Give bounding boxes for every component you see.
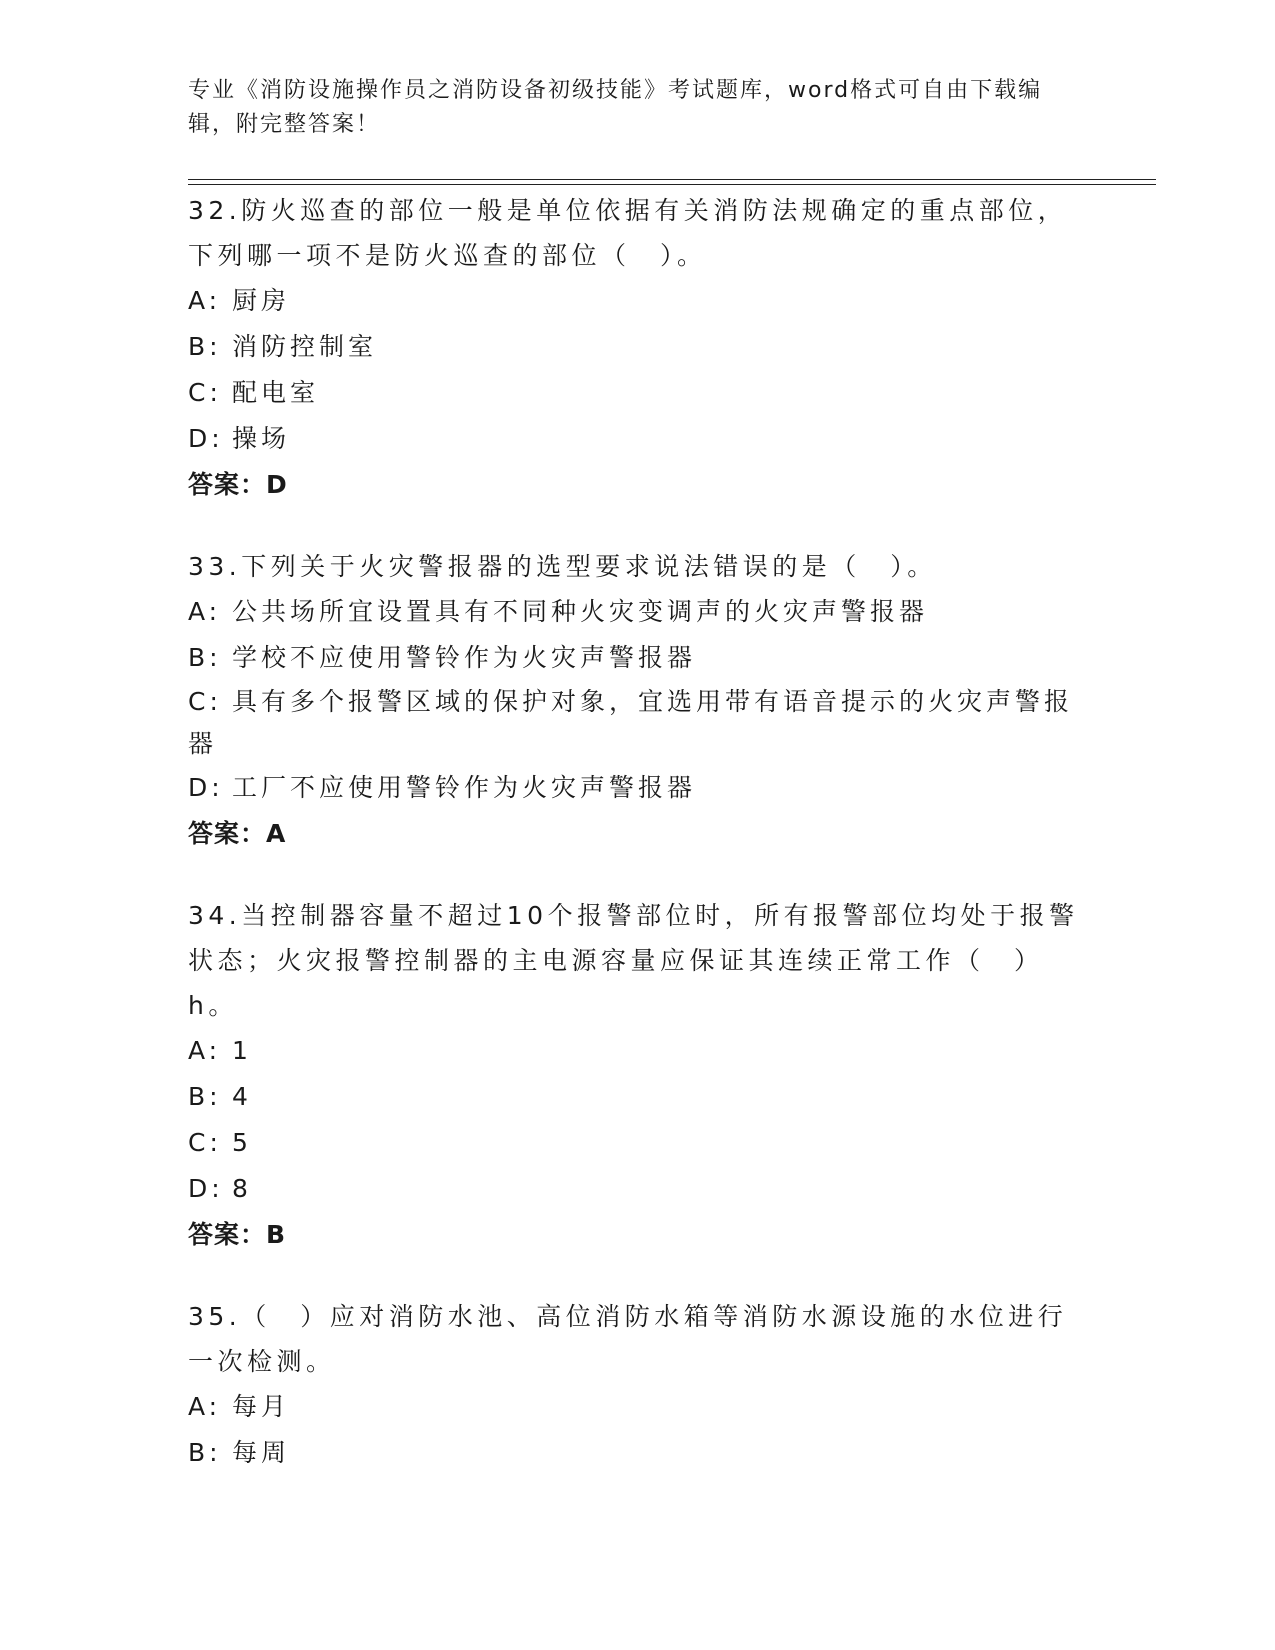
- option-text: 具有多个报警区域的保护对象，宜选用带有语音提示的火灾声警报器: [188, 687, 1074, 758]
- question-stem: 32.防火巡查的部位一般是单位依据有关消防法规确定的重点部位，下列哪一项不是防火巡查的部位（ ）。: [188, 196, 1068, 270]
- option-d: [188, 765, 1088, 811]
- option-key: C:: [188, 378, 222, 407]
- option-key: B:: [188, 332, 222, 361]
- option-d: [188, 416, 1088, 462]
- option-text: 公共场所宜设置具有不同种火灾变调声的火灾声警报器: [232, 597, 929, 626]
- question-list: [188, 188, 1088, 1512]
- option-key: B:: [188, 643, 222, 672]
- option-key: B:: [188, 1438, 222, 1467]
- question-33: [188, 544, 1088, 857]
- option-key: D:: [188, 424, 224, 453]
- option-b: [188, 1074, 1088, 1120]
- option-a: [188, 1384, 1088, 1430]
- option-b: [188, 635, 1088, 681]
- option-a: [188, 278, 1088, 324]
- option-b: [188, 324, 1088, 370]
- option-text: 消防控制室: [232, 332, 378, 361]
- option-key: C:: [188, 1128, 222, 1157]
- answer-label: 答案：A: [188, 819, 287, 848]
- option-a: [188, 1028, 1088, 1074]
- option-text: 每月: [232, 1392, 291, 1421]
- option-key: A:: [188, 1392, 222, 1421]
- option-text: 工厂不应使用警铃作为火灾声警报器: [232, 773, 697, 802]
- option-c: [188, 1120, 1088, 1166]
- option-key: C:: [188, 687, 222, 716]
- option-text: 操场: [232, 424, 291, 453]
- option-key: D:: [188, 1174, 224, 1203]
- question-34: [188, 893, 1088, 1258]
- option-key: A:: [188, 1036, 222, 1065]
- option-key: B:: [188, 1082, 222, 1111]
- answer-label: 答案：B: [188, 1220, 287, 1249]
- document-header: 专业《消防设施操作员之消防设备初级技能》考试题库，word格式可自由下载编辑，附完整答案！: [188, 78, 1043, 137]
- option-text: 学校不应使用警铃作为火灾声警报器: [232, 643, 697, 672]
- question-32: [188, 188, 1088, 508]
- header-divider-top: [188, 179, 1156, 180]
- option-a: [188, 589, 1088, 635]
- option-d: [188, 1166, 1088, 1212]
- option-key: A:: [188, 597, 222, 626]
- option-text: 厨房: [232, 286, 291, 315]
- question-stem: 35.（ ）应对消防水池、高位消防水箱等消防水源设施的水位进行一次检测。: [188, 1302, 1068, 1376]
- option-text: 5: [232, 1128, 252, 1157]
- option-c: [188, 681, 1088, 765]
- option-c: [188, 370, 1088, 416]
- header-divider-bottom: [188, 184, 1156, 185]
- option-key: A:: [188, 286, 222, 315]
- option-text: 1: [232, 1036, 252, 1065]
- option-text: 8: [232, 1174, 252, 1203]
- option-b: [188, 1430, 1088, 1476]
- answer-label: 答案：D: [188, 470, 288, 499]
- question-35: [188, 1294, 1088, 1476]
- option-text: 配电室: [232, 378, 320, 407]
- option-text: 4: [232, 1082, 252, 1111]
- question-stem: 33.下列关于火灾警报器的选型要求说法错误的是（ ）。: [188, 552, 937, 581]
- option-text: 每周: [232, 1438, 291, 1467]
- option-key: D:: [188, 773, 224, 802]
- question-stem: 34.当控制器容量不超过10个报警部位时，所有报警部位均处于报警状态；火灾报警控制器的主电源容量应保证其连续正常工作（ ）h。: [188, 901, 1079, 1020]
